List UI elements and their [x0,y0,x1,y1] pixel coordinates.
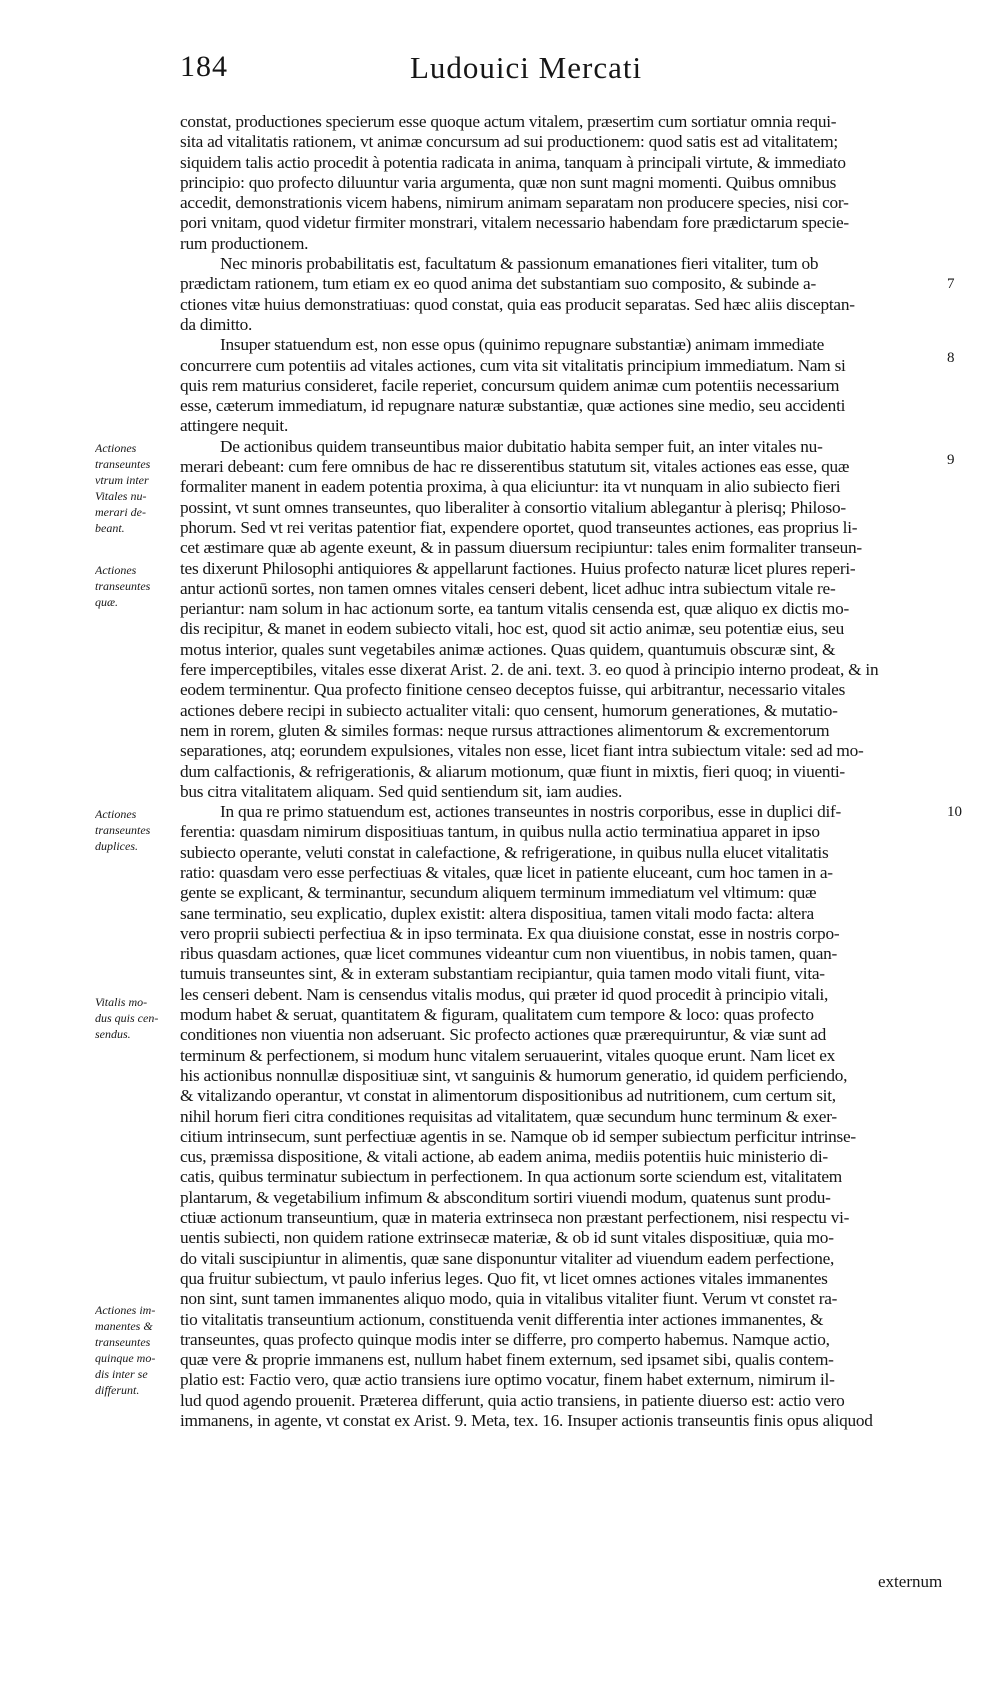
text-line: immanens, in agente, vt constat ex Arist. 9. Meta, tex. 16. Insuper actionis transeuntis finis opus aliquod [180,1411,873,1430]
note-line: dus quis cen- [95,1011,159,1025]
marginal-note [95,1302,177,1398]
text-line: bus citra vitalitatem aliquam. Sed quid sentiendum sit, iam audies. [180,781,623,801]
marginal-note [95,806,177,854]
text-line: tumuis transeuntes sint, & in exteram substantiam recipiantur, quia tamen modo vitali fiunt, vita- [180,964,825,984]
text-line: fere imperceptibiles, vitales esse dixerat Arist. 2. de ani. text. 3. eo quod à principio interno prodeat, & in [180,660,879,680]
text-line: nihil horum fieri citra conditiones requisitas ad vitalitatem, quæ secundum hunc terminum & exer- [180,1106,837,1126]
note-line: transeuntes [95,579,151,593]
section-number: 8 [947,350,955,366]
text-line: principio: quo profecto diluuntur varia argumenta, quæ non sunt magni momenti. Quibus omnibus [180,172,837,192]
text-line: ribus quasdam actiones, quæ licet communes videantur cum non viuentibus, in nobis tamen, quan- [180,944,838,964]
section-number: 7 [947,276,955,292]
text-line: In qua re primo statuendum est, actiones transeuntes in nostris corporibus, esse in duplici dif- [220,802,842,822]
note-line: Actiones [95,563,137,577]
paragraph [180,112,938,254]
marginal-note [95,562,177,610]
text-line: dis recipitur, & manet in eodem subiecto vitali, hoc est, quod sit actio animæ, seu potentiæ eius, seu [180,619,844,639]
text-line: sita ad vitalitatis rationem, vt animæ concursum ad sui productionem: quod satis est ad vitalitatem; [180,132,838,152]
text-line: da dimitto. [180,314,253,334]
text-line: formaliter manent in eadem potentia proxima, à qua eliciuntur: ita vt nunquam in alio subiecto fieri [180,477,841,497]
text-line: merari debeant: cum fere omnibus de hac re disserentibus statutum sit, vitales actiones eas esse, quæ [180,457,850,477]
note-line: transeuntes [95,1335,151,1349]
text-line: quis rem maturius consideret, facile reperiet, concursum quidem animæ cum potentiis necessarium [180,375,840,395]
text-line: tio vitalitatis transeuntium actionum, constituenda venit differentia inter actiones immanentes, & [180,1309,824,1329]
text-line: subiecto operante, veluti constat in calefactione, & refrigeratione, in quibus nulla elucet vitalitatis [180,842,829,862]
text-line: Insuper statuendum est, non esse opus (quinimo repugnare substantiæ) animam immediate [220,335,825,355]
note-line: dis inter se [95,1367,148,1381]
marginal-note [95,440,177,536]
note-line: Actiones [95,441,137,455]
text-line: rum productionem. [180,233,309,253]
paragraph [180,335,938,436]
note-line: differunt. [95,1383,140,1397]
text-line: & vitalizando operantur, vt constat in alimentorum dispositionibus ad nutritionem, cum certum sit, [180,1086,836,1106]
text-line: do vitali suscipiuntur in alimentis, quæ sane disponuntur vitaliter ad viuendum eadem perfectione, [180,1248,835,1268]
text-line: sane terminatio, seu explicatio, duplex existit: altera dispositiua, tamen vitali modo facta: altera [180,903,814,923]
text-line: constat, productiones specierum esse quoque actum vitalem, præsertim cum sortiatur omnia requi- [180,112,837,131]
text-line: De actionibus quidem transeuntibus maior dubitatio habita semper fuit, an inter vitales nu- [220,436,823,456]
text-line: quæ vere & proprie immanens est, nullum habet finem externum, sed ipsamet sibi, qualis contem- [180,1350,834,1370]
note-line: transeuntes [95,823,151,837]
note-line: vtrum inter [95,473,149,487]
page-number: 184 [180,50,228,83]
note-line: sendus. [95,1027,131,1041]
marginal-note [95,994,177,1042]
text-line: gente se explicant, & terminantur, secundum aliquem terminum immediatum vel vltimum: quæ [180,883,817,903]
section-number: 9 [947,452,955,468]
text-line: vero proprii subiecti perfectiua & in ipso terminata. Ex qua diuisione constat, esse in nostris corpo- [180,923,840,943]
text-line: dum calfactionis, & refrigerationis, & aliarum motionum, quæ fiunt in mixtis, fieri quoq; in viuenti- [180,761,845,781]
text-line: transeuntes, quas profecto quinque modis inter se differre, pro comperto habemus. Namque actio, [180,1329,830,1349]
text-line: conditiones non viuentia non adseruant. Sic profecto actiones quæ prærequiruntur, & viæ sunt ad [180,1025,827,1045]
text-line: Nec minoris probabilitatis est, facultatum & passionum emanationes fieri vitaliter, tum ob [220,254,819,274]
text-line: lud quod agendo prouenit. Præterea differunt, quia actio transiens, in patiente diuerso est: actio vero [180,1390,845,1410]
text-line: possint, vt sunt omnes transeuntes, quo liberaliter à consortio vitalium ablegantur à plerisq; Philoso- [180,497,846,517]
text-line: ctiuæ actionum transeuntium, quæ in materia extrinseca non præstant perfectionem, nisi respectu vi- [180,1208,850,1228]
text-line: phorum. Sed vt rei veritas patentior fiat, expendere oportet, quod transeuntes actiones, eas proprius li- [180,517,858,537]
note-line: transeuntes [95,457,151,471]
text-line: siquidem talis actio procedit à potentia radicata in anima, tanquam à principali virtute, & immediato [180,152,846,172]
paragraph [180,254,938,335]
running-head: Ludouici Mercati [410,50,643,85]
note-line: merari de- [95,505,146,519]
note-line: Vitalis mo- [95,995,148,1009]
page-header [180,50,840,110]
text-line: eodem terminentur. Qua profecto finitione censeo deceptos fuisse, qui arbitrantur, necessario vitales [180,680,846,700]
note-line: manentes & [95,1319,153,1333]
note-line: quæ. [95,595,119,609]
text-line: les censeri debent. Nam is censendus vitalis modus, qui præter id quod procedit à principio vitali, [180,984,829,1004]
note-line: Actiones [95,807,137,821]
text-line: esse, cæterum immediatum, id repugnare naturæ substantiæ, quæ actiones sine medio, seu accidenti [180,396,846,416]
text-line: ctiones vitæ huius demonstratiuas: quod constat, quia eas producit separatas. Sed hæc aliis disceptan- [180,294,855,314]
text-line: pori vnitam, quod videtur firmiter monstrari, vitalem necessario habendam fore prædictarum specie- [180,213,849,233]
note-line: Vitales nu- [95,489,147,503]
text-line: cus, præmissa dispositione, & vitali actione, ab eadem anima, mediis potentiis huic ministerio di- [180,1147,828,1167]
text-line: nem in rorem, gluten & similes formas: neque rursus attractiones alimentorum & excrementorum [180,720,830,740]
text-line: tes dixerunt Philosophi antiquiores & appellarunt factiones. Huius profecto naturæ licet plures reperi- [180,558,856,578]
text-line: prædictam rationem, tum etiam ex eo quod anima det substantiam suo composito, & subinde a- [180,274,816,294]
note-line: quinque mo- [95,1351,156,1365]
text-line: qua fruitur subiectum, vt paulo inferius leges. Quo fit, vt licet omnes actiones vitales immanentes [180,1268,828,1288]
text-line: antur actionū sortes, non tamen omnes vitales censeri debent, licet adhuc intra subiectum vitale re- [180,578,836,598]
text-line: catis, quibus terminatur subiectum in perfectionem. In qua actionum sorte sciendum est, vitalitatem [180,1167,842,1187]
text-line: separationes, atq; eorundem expulsiones, vitales non esse, licet fiant intra subiectum vitale: sed ad mo- [180,741,864,761]
paragraph [180,437,938,802]
text-line: non sint, sunt tamen immanentes aliquo modo, quia in vitalibus vitaliter fiunt. Verum vt constet ra- [180,1289,838,1309]
text-line: motus interior, quales sunt vegetabiles animæ actiones. Quas quidem, quantumuis obscuræ sint, & [180,639,836,659]
text-line: uentis subiecti, non quidem ratione extrinsecæ materiæ, & ob id sunt vitales dispositiuæ, quia mo- [180,1228,834,1248]
paragraph [180,802,938,1431]
text-line: concurrere cum potentiis ad vitales actiones, cum vita sit vitalitatis principium immediatum. Nam si [180,355,846,375]
text-line: platio est: Factio vero, quæ actio transiens iure optimo vocatur, finem habet externum, nimirum il- [180,1370,835,1390]
text-line: actiones debere recipi in subiecto actualiter vitali: quo censent, humorum generationes, & mutatio- [180,700,838,720]
note-line: beant. [95,521,125,535]
text-line: periantur: nam solum in hac actionum sorte, ea tantum vitalis censenda est, quæ aliquo ex dictis mo- [180,599,849,619]
note-line: duplices. [95,839,138,853]
text-line: cet æstimare quæ ab agente exeunt, & in passum diuersum recipiuntur: tales enim formaliter transeun- [180,538,862,558]
text-line: ferentia: quasdam nimirum dispositiuas tantum, in quibus nulla actio terminatiua apparet in ipso [180,822,820,842]
text-line: ratio: quasdam vero esse perfectiuas & vitales, quæ licet in patiente eluceant, cum hoc tamen in a- [180,862,833,882]
section-number: 10 [947,804,962,820]
text-line: terminum & perfectionem, si modum hunc vitalem seruauerint, vitales quoque erunt. Nam licet ex [180,1045,836,1065]
text-line: his actionibus nonnullæ dispositiuæ sint, vt sanguinis & humorum generatio, id quidem perficiendo, [180,1065,848,1085]
note-line: Actiones im- [95,1303,156,1317]
text-line: plantarum, & vegetabilium infimum & absconditum sortiri viuendi modum, quatenus sunt produ- [180,1187,831,1207]
main-text [180,112,938,1431]
text-line: citium intrinsecum, sunt perfectiuæ agentis in se. Namque ob id semper subiectum perficitur intrinse- [180,1126,856,1146]
catchword: externum [878,1572,943,1591]
text-line: attingere nequit. [180,416,289,436]
text-line: modum habet & seruat, quantitatem & figuram, qualitatem cum tempore & loco: quas profecto [180,1005,814,1025]
text-line: accedit, demonstrationis vicem habens, nimirum animam separatam non producere species, nisi cor- [180,193,849,213]
